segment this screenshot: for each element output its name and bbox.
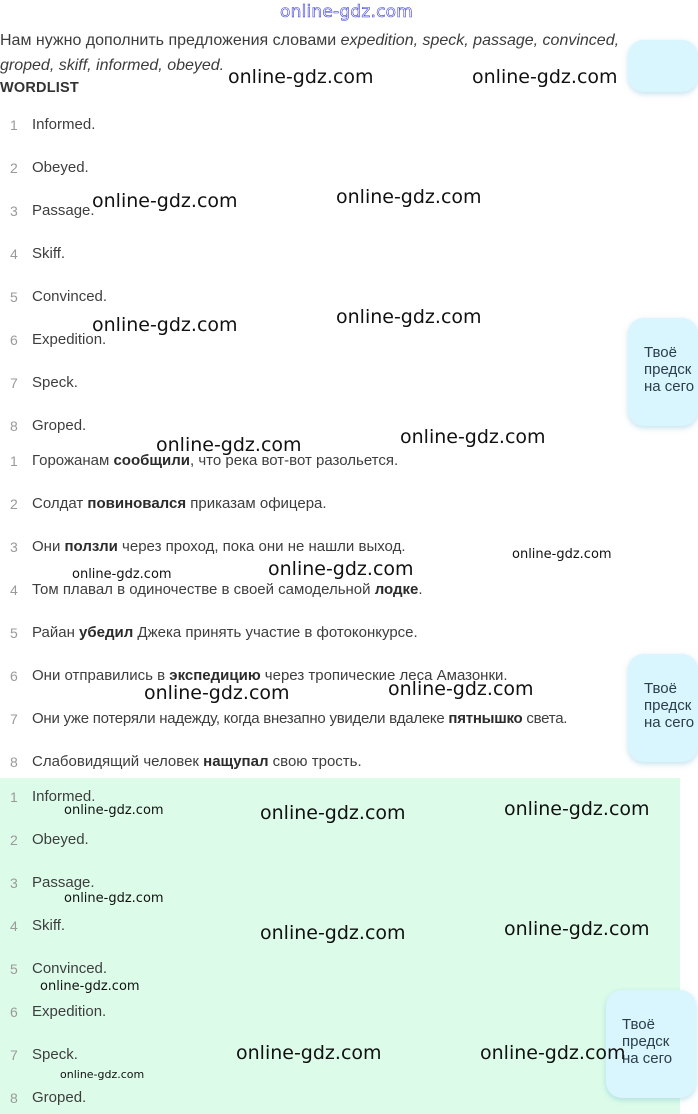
item-number: 8: [10, 418, 18, 434]
watermark: online-gdz.com: [144, 682, 290, 704]
watermark: online-gdz.com: [228, 66, 374, 88]
site-logo[interactable]: online-gdz.com: [280, 2, 414, 22]
item-text: Skiff.: [32, 917, 66, 934]
prediction-bubble[interactable]: [628, 40, 698, 92]
item-number: 5: [10, 961, 18, 977]
item-number: 2: [10, 496, 18, 512]
translation-text: Солдат повиновался приказам офицера.: [32, 495, 327, 512]
watermark: online-gdz.com: [92, 314, 238, 336]
bubble-text: предск: [622, 1033, 670, 1050]
bubble-text: на сего: [644, 378, 695, 395]
watermark: online-gdz.com: [504, 918, 650, 940]
bubble-text: Твоё: [644, 680, 677, 697]
item-text: Speck.: [32, 374, 78, 391]
watermark: online-gdz.com: [336, 306, 482, 328]
translation-text: Том плавал в одиночестве в своей самодельной лодке.: [32, 581, 423, 598]
item-text: Passage.: [32, 874, 95, 891]
item-number: 7: [10, 711, 18, 727]
bubble-text: Твоё: [644, 344, 677, 361]
item-text: Groped.: [32, 417, 87, 434]
watermark: online-gdz.com: [260, 922, 406, 944]
highlighted-word: ползли: [64, 538, 118, 555]
watermark: online-gdz.com: [156, 434, 302, 456]
translation-text: Они отправились в экспедицию через тропические леса Амазонки.: [32, 667, 508, 684]
intro-prefix: Нам нужно дополнить предложения словами: [0, 32, 341, 49]
item-number: 7: [10, 1047, 18, 1063]
item-number: 1: [10, 453, 18, 469]
item-number: 6: [10, 668, 18, 684]
item-number: 7: [10, 375, 18, 391]
prediction-bubble[interactable]: [628, 318, 698, 426]
intro-words: expedition, speck, passage, convinced, groped, skiff, informed, obeyed.: [0, 32, 620, 74]
bubble-text: предск: [644, 697, 692, 714]
translation-text: Они уже потеряли надежду, когда внезапно увидели вдалеке пятнышко света.: [32, 710, 568, 727]
bubble-text: предск: [644, 361, 692, 378]
prediction-bubble[interactable]: [628, 654, 698, 762]
item-number: 8: [10, 754, 18, 770]
item-number: 6: [10, 1004, 18, 1020]
translation-text: Слабовидящий человек нащупал свою трость.: [32, 753, 362, 770]
watermark: online-gdz.com: [400, 426, 546, 448]
translation-text: Райан убедил Джека принять участие в фотоконкурсе.: [32, 624, 418, 641]
highlighted-word: экспедицию: [169, 667, 261, 684]
bubble-text: на сего: [644, 714, 695, 731]
item-text: Expedition.: [32, 1003, 107, 1020]
item-number: 1: [10, 789, 18, 805]
highlighted-word: лодке: [374, 581, 419, 598]
watermark: online-gdz.com: [260, 802, 406, 824]
watermark: online-gdz.com: [504, 798, 650, 820]
highlighted-word: пятнышко: [448, 710, 523, 727]
watermark: online-gdz.com: [472, 66, 618, 88]
item-number: 3: [10, 875, 18, 891]
watermark: online-gdz.com: [40, 979, 140, 994]
item-text: Informed.: [32, 788, 96, 805]
highlighted-word: повиновался: [87, 495, 187, 512]
translation-text: Горожанам сообщили, что река вот-вот разольется.: [32, 452, 399, 469]
watermark: online-gdz.com: [236, 1042, 382, 1064]
item-number: 3: [10, 539, 18, 555]
wordlist-title: WORDLIST: [0, 80, 79, 96]
item-text: Passage.: [32, 202, 95, 219]
item-number: 5: [10, 289, 18, 305]
watermark: online-gdz.com: [60, 1068, 145, 1081]
highlighted-word: убедил: [79, 624, 134, 641]
item-text: Convinced.: [32, 288, 108, 305]
item-text: Convinced.: [32, 960, 108, 977]
item-number: 1: [10, 117, 18, 133]
item-number: 3: [10, 203, 18, 219]
watermark: online-gdz.com: [64, 891, 164, 906]
watermark: online-gdz.com: [512, 547, 612, 562]
item-text: Speck.: [32, 1046, 78, 1063]
watermark: online-gdz.com: [336, 186, 482, 208]
watermark: online-gdz.com: [268, 558, 414, 580]
bubble-text: Твоё: [622, 1016, 655, 1033]
item-number: 2: [10, 160, 18, 176]
item-text: Groped.: [32, 1089, 87, 1106]
item-number: 6: [10, 332, 18, 348]
item-number: 4: [10, 246, 18, 262]
translation-text: Они ползли через проход, пока они не нашли выход.: [32, 538, 406, 555]
bubble-text: на сего: [622, 1050, 673, 1067]
item-number: 5: [10, 625, 18, 641]
item-text: Obeyed.: [32, 159, 89, 176]
watermark: online-gdz.com: [388, 678, 534, 700]
watermark: online-gdz.com: [480, 1042, 626, 1064]
item-text: Skiff.: [32, 245, 66, 262]
item-number: 4: [10, 582, 18, 598]
item-text: Expedition.: [32, 331, 107, 348]
item-number: 8: [10, 1090, 18, 1106]
item-text: Obeyed.: [32, 831, 89, 848]
item-text: Informed.: [32, 116, 96, 133]
item-number: 2: [10, 832, 18, 848]
watermark: online-gdz.com: [64, 803, 164, 818]
watermark: online-gdz.com: [72, 567, 172, 582]
highlighted-word: нащупал: [203, 753, 269, 770]
watermark: online-gdz.com: [92, 190, 238, 212]
item-number: 4: [10, 918, 18, 934]
highlighted-word: сообщили: [113, 452, 191, 469]
